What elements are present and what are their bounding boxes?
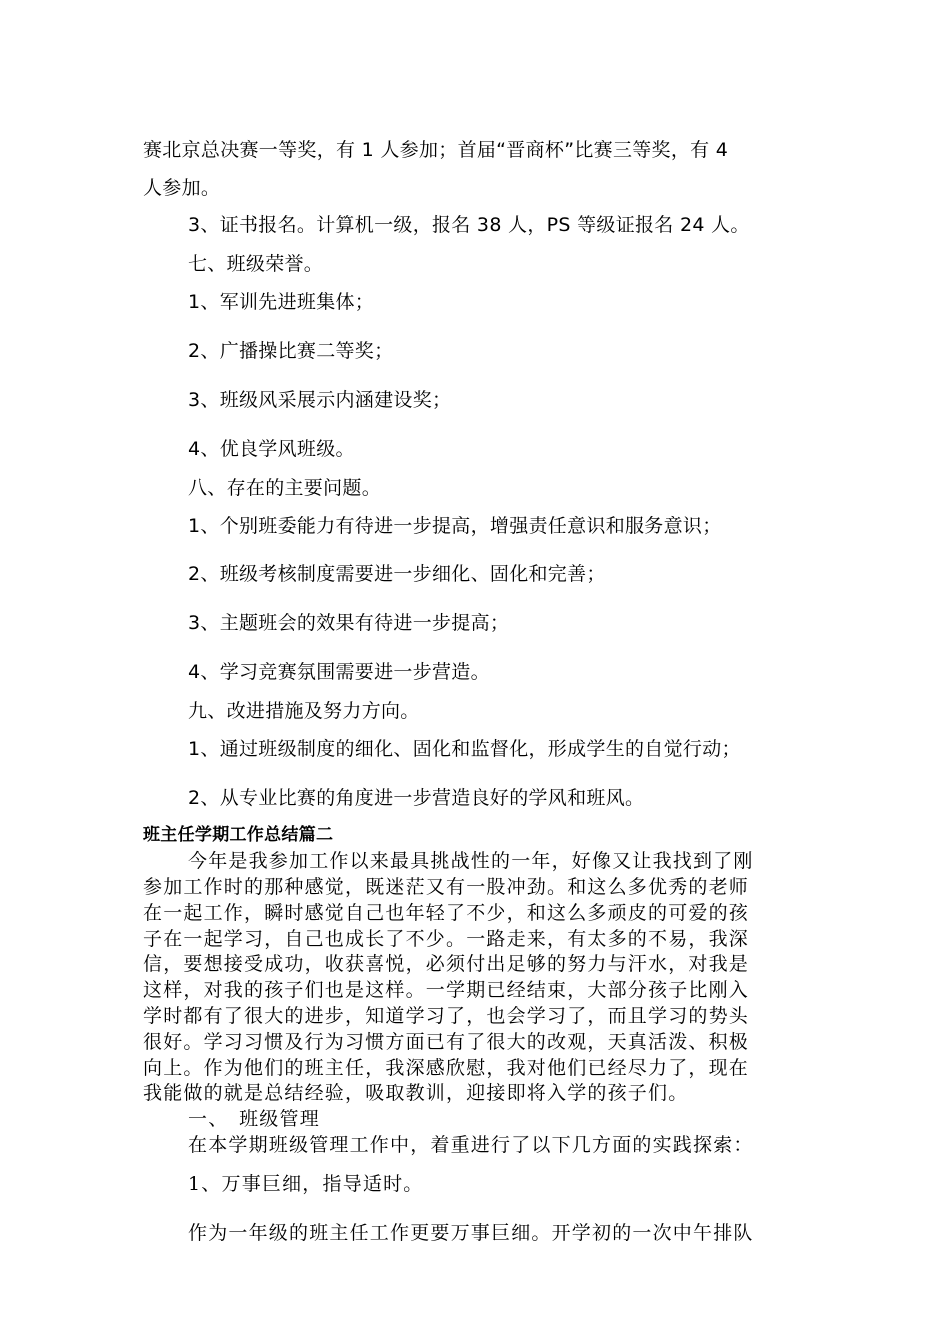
paragraph-line: 参加工作时的那种感觉，既迷茫又有一股冲劲。和这么多优秀的老师 (143, 876, 750, 898)
paragraph-line: 学时都有了很大的进步，知道学习了，也会学习了，而且学习的势头 (143, 1005, 750, 1027)
paragraph-line: 子在一起学习，自己也成长了不少。一路走来，有太多的不易，我深 (143, 928, 750, 950)
paragraph-line: 信，要想接受成功，收获喜悦，必须付出足够的努力与汗水，对我是 (143, 953, 750, 975)
list-item: 1、军训先进班集体； (188, 291, 375, 313)
article-title: 班主任学期工作总结篇二 (143, 825, 334, 845)
list-item: 2、从专业比赛的角度进一步营造良好的学风和班风。 (188, 787, 645, 809)
paragraph-line: 人参加。 (143, 177, 221, 199)
list-item: 1、个别班委能力有待进一步提高，增强责任意识和服务意识； (188, 515, 722, 537)
list-item: 4、学习竞赛氛围需要进一步营造。 (188, 661, 490, 683)
list-item: 1、通过班级制度的细化、固化和监督化，形成学生的自觉行动； (188, 738, 741, 760)
paragraph-line: 向上。作为他们的班主任，我深感欣慰，我对他们已经尽力了，现在 (143, 1057, 750, 1079)
paragraph-line: 在一起工作，瞬时感觉自己也年轻了不少，和这么多顽皮的可爱的孩 (143, 902, 750, 924)
list-item: 2、班级考核制度需要进一步细化、固化和完善； (188, 563, 606, 585)
list-item: 3、证书报名。计算机一级，报名 38 人，PS 等级证报名 24 人。 (188, 214, 750, 236)
paragraph-line: 这样，对我的孩子们也是这样。一学期已经结束，大部分孩子比刚入 (143, 979, 750, 1001)
list-item: 3、主题班会的效果有待进一步提高； (188, 612, 510, 634)
list-item: 2、广播操比赛二等奖； (188, 340, 394, 362)
paragraph-line: 今年是我参加工作以来最具挑战性的一年，好像又让我找到了刚 (188, 850, 754, 872)
list-item: 3、班级风采展示内涵建设奖； (188, 389, 452, 411)
paragraph-line: 很好。学习习惯及行为习惯方面已有了很大的改观，天真活泼、积极 (143, 1031, 750, 1053)
section-heading: 九、改进措施及努力方向。 (188, 700, 420, 722)
list-item: 4、优良学风班级。 (188, 438, 355, 460)
section-heading: 一、 班级管理 (188, 1108, 320, 1130)
section-heading: 七、班级荣誉。 (188, 253, 324, 275)
paragraph-line: 我能做的就是总结经验，吸取教训，迎接即将入学的孩子们。 (143, 1082, 689, 1104)
paragraph-line: 赛北京总决赛一等奖，有 1 人参加；首届“晋商杯”比赛三等奖，有 4 (143, 139, 729, 161)
list-item: 1、万事巨细，指导适时。 (188, 1173, 424, 1195)
paragraph-line: 作为一年级的班主任工作更要万事巨细。开学初的一次中午排队 (188, 1222, 754, 1244)
paragraph-line: 在本学期班级管理工作中，着重进行了以下几方面的实践探索： (188, 1134, 754, 1156)
section-heading: 八、存在的主要问题。 (188, 477, 382, 499)
